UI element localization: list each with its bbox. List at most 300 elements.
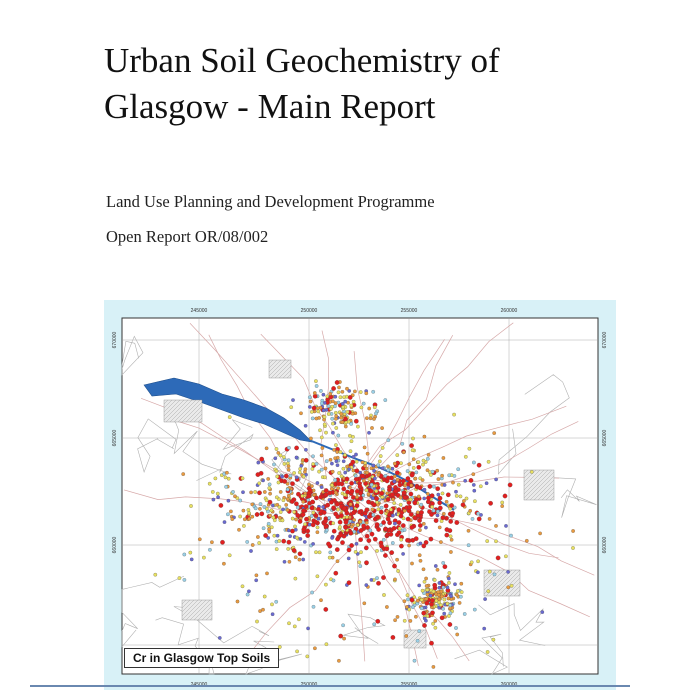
sample-point bbox=[208, 548, 211, 551]
title-line-1: Urban Soil Geochemistry of bbox=[104, 41, 500, 80]
sample-point bbox=[456, 633, 459, 636]
sample-point bbox=[287, 465, 290, 468]
sample-point bbox=[251, 543, 254, 546]
sample-point bbox=[287, 468, 290, 471]
sample-point bbox=[367, 538, 371, 542]
sample-point bbox=[342, 637, 345, 640]
sample-point bbox=[399, 503, 402, 506]
sample-point bbox=[276, 475, 279, 478]
sample-point bbox=[343, 453, 346, 456]
sample-point bbox=[298, 519, 302, 523]
sample-point bbox=[321, 446, 324, 449]
sample-point bbox=[571, 529, 574, 532]
sample-point bbox=[409, 619, 412, 622]
sample-point bbox=[416, 511, 419, 514]
sample-point bbox=[336, 464, 339, 467]
sample-point bbox=[467, 544, 470, 547]
sample-point bbox=[224, 476, 227, 479]
sample-point bbox=[438, 506, 442, 510]
sample-point bbox=[354, 419, 358, 423]
sample-point bbox=[376, 619, 380, 623]
sample-point bbox=[355, 469, 359, 473]
sample-point bbox=[342, 487, 346, 491]
sample-point bbox=[403, 528, 406, 531]
sample-point bbox=[267, 477, 270, 480]
sample-point bbox=[397, 520, 401, 524]
sample-point bbox=[270, 509, 273, 512]
sample-point bbox=[407, 486, 410, 489]
sample-point bbox=[438, 581, 441, 584]
sample-point bbox=[440, 616, 444, 620]
sample-point bbox=[310, 500, 314, 504]
sample-point bbox=[494, 540, 497, 543]
right-tick-1: 670000 bbox=[602, 331, 608, 349]
sample-point bbox=[334, 395, 337, 398]
sample-point bbox=[278, 539, 281, 542]
sample-point bbox=[247, 590, 250, 593]
sample-point bbox=[510, 584, 513, 587]
sample-point bbox=[349, 481, 353, 485]
sample-point bbox=[365, 583, 368, 586]
sample-point bbox=[375, 522, 379, 526]
sample-point bbox=[258, 482, 261, 485]
sample-point bbox=[263, 505, 266, 508]
sample-point bbox=[348, 434, 351, 437]
sample-point bbox=[312, 511, 315, 514]
sample-point bbox=[335, 380, 339, 384]
sample-point bbox=[423, 435, 426, 438]
sample-point bbox=[442, 586, 445, 589]
sample-point bbox=[407, 544, 410, 547]
sample-point bbox=[268, 483, 271, 486]
sample-point bbox=[265, 447, 268, 450]
sample-point bbox=[352, 518, 355, 521]
sample-point bbox=[445, 533, 449, 537]
sample-point bbox=[292, 471, 295, 474]
top-tick-2: 250000 bbox=[300, 308, 318, 314]
sample-point bbox=[365, 392, 368, 395]
sample-point bbox=[494, 478, 497, 481]
sample-point bbox=[445, 527, 449, 531]
sample-point bbox=[454, 490, 457, 493]
sample-point bbox=[309, 400, 312, 403]
sample-point bbox=[295, 650, 298, 653]
sample-point bbox=[379, 510, 383, 514]
sample-point bbox=[410, 525, 414, 529]
sample-point bbox=[309, 437, 312, 440]
sample-point bbox=[313, 647, 316, 650]
sample-point bbox=[428, 484, 432, 488]
sample-point bbox=[409, 443, 413, 447]
sample-point bbox=[430, 598, 434, 602]
sample-point bbox=[287, 459, 290, 462]
hatched-area bbox=[524, 470, 554, 500]
sample-point bbox=[261, 479, 264, 482]
sample-point bbox=[272, 516, 275, 519]
sample-point bbox=[303, 540, 306, 543]
sample-point bbox=[320, 402, 323, 405]
sample-point bbox=[360, 406, 363, 409]
sample-point bbox=[447, 577, 450, 580]
sample-point bbox=[302, 500, 305, 503]
sample-point bbox=[350, 525, 353, 528]
sample-point bbox=[371, 508, 374, 511]
sample-point bbox=[354, 477, 358, 481]
sample-point bbox=[468, 447, 471, 450]
sample-point bbox=[439, 603, 442, 606]
sample-point bbox=[530, 470, 533, 473]
sample-point bbox=[457, 468, 460, 471]
sample-point bbox=[326, 542, 330, 546]
sample-point bbox=[571, 546, 574, 549]
sample-point bbox=[304, 458, 308, 462]
sample-point bbox=[460, 582, 463, 585]
sample-point bbox=[414, 615, 417, 618]
sample-point bbox=[396, 615, 399, 618]
sample-point bbox=[448, 571, 451, 574]
sample-point bbox=[341, 405, 344, 408]
sample-point bbox=[472, 473, 475, 476]
sample-point bbox=[370, 426, 373, 429]
sample-point bbox=[310, 410, 313, 413]
sample-point bbox=[334, 491, 337, 494]
sample-point bbox=[334, 411, 337, 414]
sample-point bbox=[345, 465, 348, 468]
sample-point bbox=[335, 426, 338, 429]
sample-point bbox=[349, 450, 352, 453]
sample-point bbox=[429, 594, 432, 597]
sample-point bbox=[369, 417, 372, 420]
sample-point bbox=[275, 547, 278, 550]
sample-point bbox=[302, 558, 305, 561]
sample-point bbox=[282, 499, 285, 502]
sample-point bbox=[288, 535, 291, 538]
sample-point bbox=[413, 516, 417, 520]
sample-point bbox=[395, 471, 399, 475]
sample-point bbox=[406, 598, 409, 601]
sample-point bbox=[239, 499, 242, 502]
sample-point bbox=[332, 522, 335, 525]
sample-point bbox=[237, 528, 240, 531]
sample-point bbox=[401, 552, 404, 555]
sample-point bbox=[259, 502, 262, 505]
sample-point bbox=[287, 547, 290, 550]
sample-point bbox=[339, 533, 343, 537]
sample-point bbox=[342, 460, 345, 463]
sample-point bbox=[246, 540, 249, 543]
sample-point bbox=[393, 475, 396, 478]
sample-point bbox=[334, 571, 338, 575]
sample-point bbox=[449, 503, 453, 507]
sample-point bbox=[406, 476, 410, 480]
sample-point bbox=[216, 496, 219, 499]
sample-point bbox=[467, 529, 470, 532]
sample-point bbox=[243, 518, 246, 521]
sample-point bbox=[459, 595, 462, 598]
sample-point bbox=[333, 478, 336, 481]
sample-point bbox=[260, 512, 264, 516]
sample-point bbox=[373, 406, 376, 409]
sample-point bbox=[323, 519, 327, 523]
sample-point bbox=[358, 561, 361, 564]
sample-point bbox=[337, 487, 340, 490]
sample-point bbox=[295, 536, 298, 539]
sample-point bbox=[267, 528, 270, 531]
sample-point bbox=[296, 506, 299, 509]
sample-point bbox=[504, 555, 507, 558]
sample-point bbox=[279, 454, 282, 457]
sample-point bbox=[314, 379, 317, 382]
sample-point bbox=[423, 580, 426, 583]
sample-point bbox=[347, 581, 351, 585]
sample-point bbox=[387, 439, 390, 442]
sample-point bbox=[290, 406, 293, 409]
sample-point bbox=[432, 590, 435, 593]
sample-point bbox=[363, 446, 366, 449]
sample-point bbox=[299, 467, 302, 470]
sample-point bbox=[242, 509, 245, 512]
report-number: Open Report OR/08/002 bbox=[106, 227, 269, 246]
sample-point bbox=[405, 538, 409, 542]
sample-point bbox=[406, 469, 409, 472]
sample-point bbox=[268, 500, 272, 504]
sample-point bbox=[341, 421, 344, 424]
sample-point bbox=[297, 618, 300, 621]
sample-point bbox=[455, 494, 458, 497]
sample-point bbox=[281, 508, 284, 511]
sample-point bbox=[434, 518, 438, 522]
sample-point bbox=[377, 464, 380, 467]
sample-point bbox=[494, 524, 497, 527]
sample-point bbox=[463, 612, 466, 615]
sample-point bbox=[362, 402, 365, 405]
sample-point bbox=[425, 597, 428, 600]
sample-point bbox=[433, 578, 436, 581]
sample-point bbox=[373, 477, 376, 480]
sample-point bbox=[432, 509, 435, 512]
sample-point bbox=[324, 467, 327, 470]
sample-point bbox=[430, 611, 434, 615]
sample-point bbox=[541, 610, 544, 613]
sample-point bbox=[337, 482, 341, 486]
sample-point bbox=[182, 472, 185, 475]
map-graphic bbox=[104, 300, 616, 690]
sample-point bbox=[434, 626, 437, 629]
sample-point bbox=[256, 472, 260, 476]
sample-point bbox=[408, 608, 411, 611]
sample-point bbox=[431, 622, 434, 625]
sample-point bbox=[287, 494, 290, 497]
sample-point bbox=[339, 396, 342, 399]
sample-point bbox=[403, 495, 407, 499]
sample-point bbox=[405, 634, 408, 637]
sample-point bbox=[324, 431, 327, 434]
sample-point bbox=[310, 506, 314, 510]
sample-point bbox=[451, 481, 454, 484]
sample-point bbox=[507, 586, 510, 589]
right-tick-2: 665000 bbox=[602, 429, 608, 447]
sample-point bbox=[525, 539, 528, 542]
sample-point bbox=[293, 510, 296, 513]
sample-point bbox=[424, 577, 427, 580]
sample-point bbox=[425, 584, 428, 587]
sample-point bbox=[429, 641, 433, 645]
sample-point bbox=[396, 569, 399, 572]
sample-point bbox=[327, 404, 330, 407]
sample-point bbox=[438, 598, 441, 601]
sample-point bbox=[412, 466, 415, 469]
sample-point bbox=[310, 514, 313, 517]
sample-point bbox=[473, 500, 476, 503]
sample-point bbox=[320, 468, 323, 471]
sample-point bbox=[335, 537, 339, 541]
sample-point bbox=[247, 508, 250, 511]
sample-point bbox=[403, 619, 406, 622]
sample-point bbox=[358, 484, 362, 488]
sample-point bbox=[261, 608, 264, 611]
sample-point bbox=[509, 534, 512, 537]
sample-point bbox=[351, 495, 355, 499]
sample-point bbox=[331, 417, 334, 420]
sample-point bbox=[308, 396, 311, 399]
sample-point bbox=[359, 390, 362, 393]
sample-point bbox=[370, 578, 373, 581]
sample-point bbox=[299, 537, 302, 540]
sample-point bbox=[343, 417, 347, 421]
sample-point bbox=[322, 510, 326, 514]
sample-point bbox=[334, 443, 337, 446]
top-tick-1: 245000 bbox=[190, 308, 208, 314]
sample-point bbox=[295, 476, 298, 479]
sample-point bbox=[492, 638, 495, 641]
sample-point bbox=[366, 452, 369, 455]
sample-point bbox=[321, 505, 324, 508]
sample-point bbox=[429, 537, 433, 541]
sample-point bbox=[301, 509, 305, 513]
sample-point bbox=[455, 520, 459, 524]
sample-point bbox=[416, 639, 419, 642]
sample-point bbox=[391, 498, 394, 501]
sample-point bbox=[363, 464, 366, 467]
sample-point bbox=[178, 576, 181, 579]
sample-point bbox=[332, 579, 335, 582]
sample-point bbox=[451, 511, 455, 515]
sample-point bbox=[358, 510, 362, 514]
sample-point bbox=[298, 552, 302, 556]
sample-point bbox=[377, 508, 380, 511]
sample-point bbox=[426, 469, 429, 472]
sample-point bbox=[355, 504, 359, 508]
sample-point bbox=[312, 462, 315, 465]
sample-point bbox=[331, 386, 335, 390]
sample-point bbox=[365, 521, 368, 524]
sample-point bbox=[329, 392, 332, 395]
sample-point bbox=[355, 489, 359, 493]
sample-point bbox=[254, 490, 257, 493]
sample-point bbox=[324, 488, 328, 492]
sample-point bbox=[369, 529, 372, 532]
sample-point bbox=[372, 417, 375, 420]
sample-point bbox=[288, 560, 291, 563]
sample-point bbox=[471, 517, 474, 520]
sample-point bbox=[437, 477, 440, 480]
sample-point bbox=[464, 479, 467, 482]
sample-point bbox=[281, 519, 284, 522]
sample-point bbox=[488, 570, 491, 573]
sample-point bbox=[313, 493, 316, 496]
sample-point bbox=[375, 490, 378, 493]
sample-point bbox=[381, 446, 384, 449]
sample-point bbox=[358, 496, 362, 500]
sample-point bbox=[374, 412, 377, 415]
sample-point bbox=[319, 599, 322, 602]
sample-point bbox=[391, 514, 394, 517]
sample-point bbox=[393, 578, 396, 581]
sample-point bbox=[271, 504, 274, 507]
sample-point bbox=[423, 497, 426, 500]
sample-point bbox=[393, 480, 396, 483]
sample-point bbox=[368, 407, 371, 410]
sample-point bbox=[219, 503, 223, 507]
sample-point bbox=[476, 560, 479, 563]
map-caption: Cr in Glasgow Top Soils bbox=[124, 648, 279, 668]
sample-point bbox=[328, 516, 331, 519]
report-title bbox=[104, 38, 664, 130]
sample-point bbox=[324, 583, 327, 586]
sample-point bbox=[440, 595, 443, 598]
sample-point bbox=[311, 455, 314, 458]
sample-point bbox=[397, 508, 401, 512]
sample-point bbox=[324, 493, 328, 497]
sample-point bbox=[268, 514, 271, 517]
sample-point bbox=[322, 393, 325, 396]
sample-point bbox=[422, 459, 425, 462]
title-line-2: Glasgow - Main Report bbox=[104, 87, 436, 126]
sample-point bbox=[329, 407, 332, 410]
sample-point bbox=[255, 574, 258, 577]
sample-point bbox=[299, 412, 302, 415]
sample-point bbox=[189, 504, 192, 507]
sample-point bbox=[316, 575, 319, 578]
sample-point bbox=[416, 599, 419, 602]
sample-point bbox=[418, 528, 421, 531]
sample-point bbox=[390, 493, 394, 497]
sample-point bbox=[359, 564, 362, 567]
top-tick-3: 255000 bbox=[400, 308, 418, 314]
sample-point bbox=[263, 595, 266, 598]
sample-point bbox=[472, 461, 475, 464]
sample-point bbox=[436, 487, 440, 491]
sample-point bbox=[226, 513, 229, 516]
sample-point bbox=[426, 496, 430, 500]
sample-point bbox=[314, 551, 317, 554]
sample-point bbox=[431, 470, 434, 473]
sample-point bbox=[437, 590, 440, 593]
sample-point bbox=[316, 531, 319, 534]
sample-point bbox=[391, 541, 394, 544]
sample-point bbox=[304, 448, 307, 451]
sample-point bbox=[283, 462, 286, 465]
sample-point bbox=[371, 497, 374, 500]
sample-point bbox=[275, 600, 278, 603]
sample-point bbox=[310, 591, 313, 594]
sample-point bbox=[395, 558, 398, 561]
sample-point bbox=[385, 547, 389, 551]
programme-name: Land Use Planning and Development Programme bbox=[106, 192, 435, 211]
sample-point bbox=[361, 461, 364, 464]
sample-point bbox=[343, 493, 346, 496]
sample-point bbox=[334, 417, 337, 420]
